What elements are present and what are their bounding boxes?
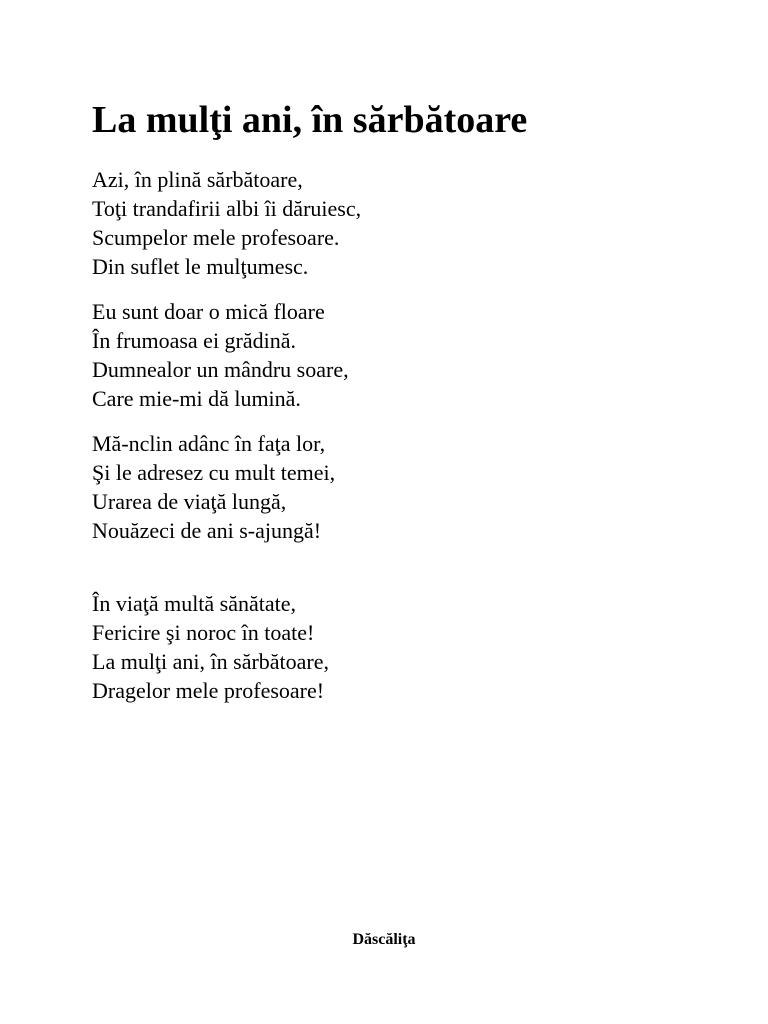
stanza	[92, 297, 712, 413]
poem-line: În viaţă multă sănătate,	[92, 591, 297, 616]
poem-line: Azi, în plină sărbătoare,	[92, 167, 303, 192]
poem-line: Dragelor mele profesoare!	[92, 678, 325, 703]
poem-line: Nouăzeci de ani s-ajungă!	[92, 518, 322, 543]
author-signature: Dăscăliţa	[352, 931, 416, 948]
poem-line: Dumnealor un mândru soare,	[92, 357, 349, 382]
poem-line: Fericire şi noroc în toate!	[92, 620, 315, 645]
poem-line: Din suflet le mulţumesc.	[92, 254, 309, 279]
stanza	[92, 429, 712, 545]
stanza	[92, 165, 712, 281]
poem-line: Şi le adresez cu mult temei,	[92, 460, 336, 485]
poem-line: Care mie-mi dă lumină.	[92, 386, 301, 411]
poem-body	[92, 165, 712, 705]
stanza	[92, 589, 712, 705]
poem-line: Toţi trandafirii albi îi dăruiesc,	[92, 196, 362, 221]
poem-line: Eu sunt doar o mică floare	[92, 299, 325, 324]
poem-line: Scumpelor mele profesoare.	[92, 225, 340, 250]
poem-line: În frumoasa ei grădină.	[92, 328, 297, 353]
poem-title: La mulţi ani, în sărbătoare	[92, 99, 528, 141]
poem-line: Urarea de viaţă lungă,	[92, 489, 287, 514]
poem-line: La mulţi ani, în sărbătoare,	[92, 649, 330, 674]
poem-line: Mă-nclin adânc în faţa lor,	[92, 431, 326, 456]
